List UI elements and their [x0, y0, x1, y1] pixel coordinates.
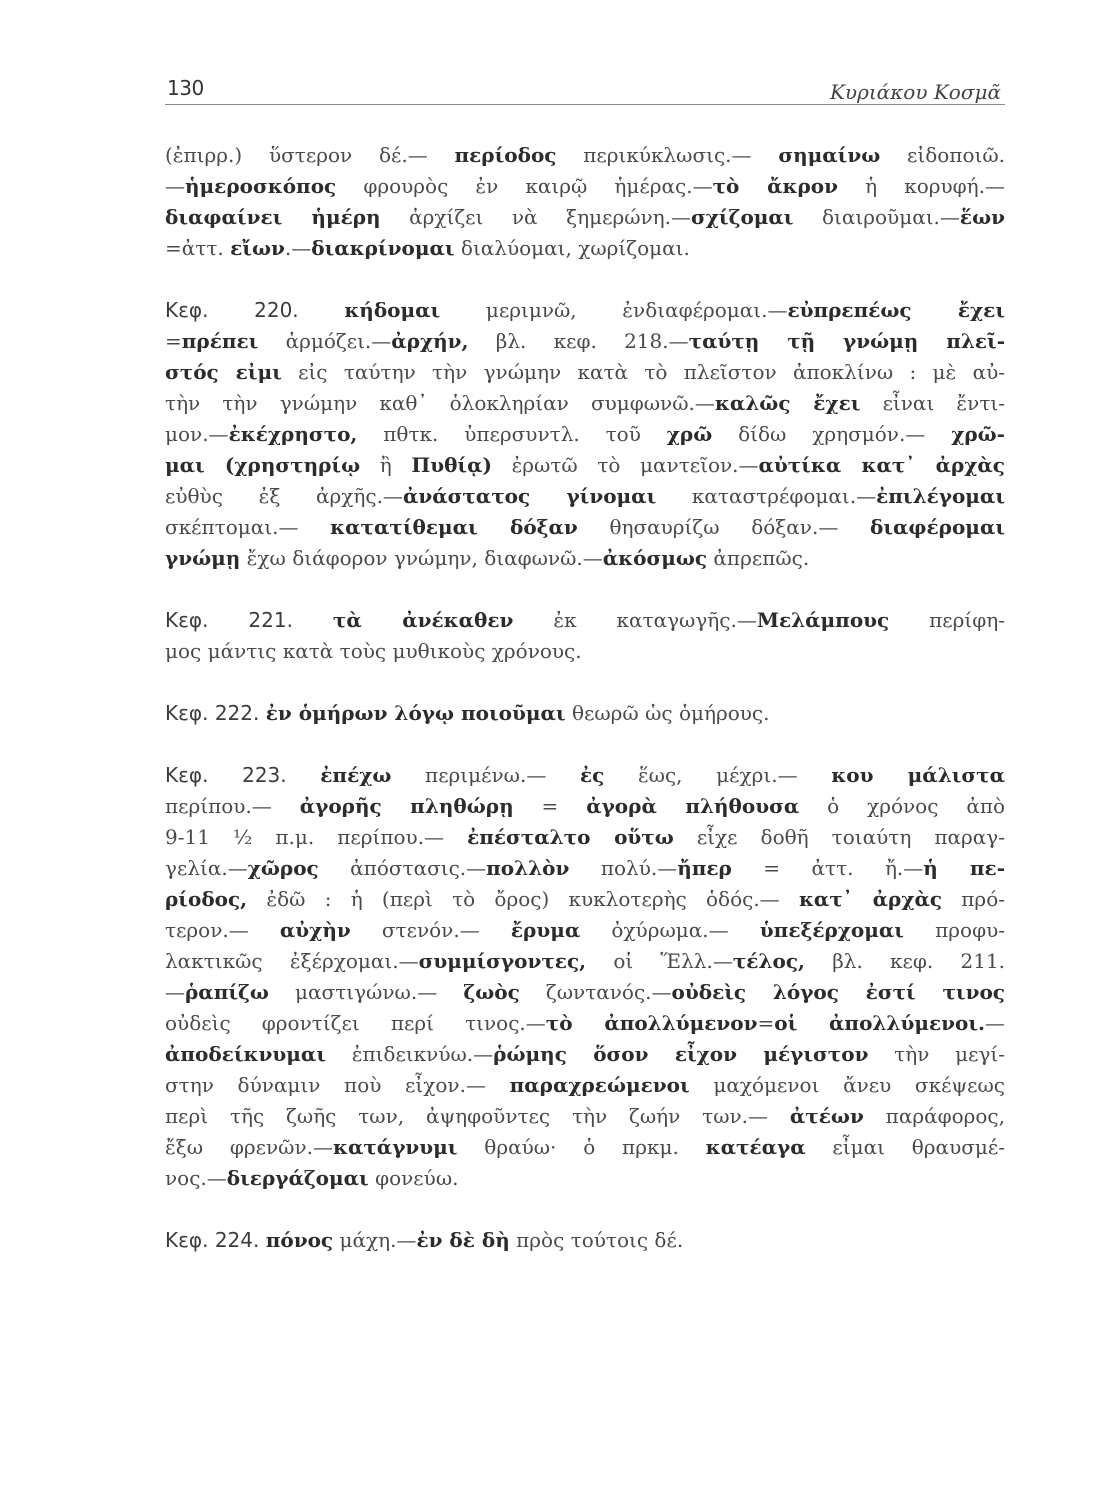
text-line: περίπου.— ἀγορῆς πληθώρῃ = ἀγορὰ πλήθουσα ὁ χρόνος ἀπὸ	[165, 794, 1006, 818]
text-line: Κεφ. 221. τὰ ἀνέκαθεν ἐκ καταγωγῆς.—Μελάμπους περίφη-	[165, 608, 1005, 632]
text-line: Κεφ. 223. ἐπέχω περιμένω.— ἐς ἕως, μέχρι.— κου μάλιστα	[165, 763, 1005, 787]
glossary-paragraph-p221	[165, 605, 1005, 667]
text-line: στός εἰμι εἰς ταύτην τὴν γνώμην κατὰ τὸ πλεῖστον ἀποκλίνω : μὲ αὐ-	[165, 360, 1005, 384]
page-number: 130	[167, 76, 204, 100]
page-body	[165, 140, 1005, 1287]
text-line: ἔξω φρενῶν.—κατάγνυμι θραύω· ὁ πρκμ. κατέαγα εἶμαι θραυσμέ-	[165, 1135, 1005, 1159]
text-line: γνώμῃ ἔχω διάφορον γνώμην, διαφωνῶ.—ἀκόσμως ἀπρεπῶς.	[165, 546, 810, 570]
text-line: Κεφ. 222. ἐν ὁμήρων λόγῳ ποιοῦμαι θεωρῶ ὡς ὁμήρους.	[165, 701, 770, 725]
text-line: —ῥαπίζω μαστιγώνω.— ζωὸς ζωντανός.—οὐδεὶς λόγος ἐστί τινος	[165, 980, 1005, 1004]
glossary-paragraph-p220	[165, 295, 1005, 574]
running-head: Κυριάκου Κοσμᾶ	[829, 80, 1001, 104]
text-line: περὶ τῆς ζωῆς των, ἀψηφοῦντες τὴν ζωήν των.— ἀτέων παράφορος,	[165, 1104, 1005, 1128]
text-line: τὴν τὴν γνώμην καθ᾽ ὁλοκληρίαν συμφωνῶ.—καλῶς ἔχει εἶναι ἔντι-	[165, 391, 1005, 415]
text-line: ἀποδείκνυμαι ἐπιδεικνύω.—ῥώμης ὅσον εἶχον μέγιστον τὴν μεγί-	[165, 1042, 1005, 1066]
glossary-paragraph-p0	[165, 140, 1005, 264]
text-line: =ἀττ. εἴων.—διακρίνομαι διαλύομαι, χωρίζομαι.	[165, 236, 690, 260]
text-line: τερον.— αὐχὴν στενόν.— ἔρυμα ὀχύρωμα.— ὑπεξέρχομαι προφυ-	[165, 918, 1005, 942]
text-line: λακτικῶς ἐξέρχομαι.—συμμίσγοντες, οἱ Ἕλλ.—τέλος, βλ. κεφ. 211.	[165, 949, 1006, 973]
text-line: διαφαίνει ἡμέρη ἀρχίζει νὰ ξημερώνη.—σχίζομαι διαιροῦμαι.—ἕων	[165, 205, 1005, 229]
glossary-paragraph-p222	[165, 698, 1005, 729]
text-line: οὐδεὶς φροντίζει περί τινος.—τὸ ἀπολλύμενον=οἱ ἀπολλύμενοι.—	[165, 1011, 1005, 1035]
text-line: (ἐπιρρ.) ὕστερον δέ.— περίοδος περικύκλωσις.— σημαίνω εἰδοποιῶ.	[165, 143, 1006, 167]
page-header	[165, 70, 1005, 105]
text-line: μον.—ἐκέχρηστο, πθτκ. ὑπερσυντλ. τοῦ χρῶ δίδω χρησμόν.— χρῶ-	[165, 422, 1005, 446]
text-line: —ἡμεροσκόπος φρουρὸς ἐν καιρῷ ἡμέρας.—τὸ ἄκρον ἡ κορυφή.—	[165, 174, 1005, 198]
text-line: Κεφ. 220. κήδομαι μεριμνῶ, ἐνδιαφέρομαι.—εὐπρεπέως ἔχει	[165, 298, 1005, 322]
text-line: μος μάντις κατὰ τοὺς μυθικοὺς χρόνους.	[165, 639, 582, 663]
text-line: μαι (χρηστηρίῳ ἢ Πυθίᾳ) ἐρωτῶ τὸ μαντεῖον.—αὐτίκα κατ᾽ ἀρχὰς	[165, 453, 1005, 477]
text-line: Κεφ. 224. πόνος μάχη.—ἐν δὲ δὴ πρὸς τούτοις δέ.	[165, 1228, 684, 1252]
text-line: νος.—διεργάζομαι φονεύω.	[165, 1166, 459, 1190]
text-line: γελία.—χῶρος ἀπόστασις.—πολλὸν πολύ.—ἤπερ = ἀττ. ἤ.—ἡ πε-	[165, 856, 1005, 880]
glossary-paragraph-p224	[165, 1225, 1005, 1256]
text-line: στην δύναμιν ποὺ εἶχον.— παραχρεώμενοι μαχόμενοι ἄνευ σκέψεως	[165, 1073, 1006, 1097]
text-line: =πρέπει ἁρμόζει.—ἀρχήν, βλ. κεφ. 218.—ταύτῃ τῇ γνώμῃ πλεῖ-	[165, 329, 1006, 353]
glossary-paragraph-p223	[165, 760, 1005, 1194]
text-line: ρίοδος, ἐδῶ : ἡ (περὶ τὸ ὄρος) κυκλοτερὴς ὁδός.— κατ᾽ ἀρχὰς πρό-	[165, 887, 1005, 911]
text-line: εὐθὺς ἐξ ἀρχῆς.—ἀνάστατος γίνομαι καταστρέφομαι.—ἐπιλέγομαι	[165, 484, 1005, 508]
text-line: σκέπτομαι.— κατατίθεμαι δόξαν θησαυρίζω δόξαν.— διαφέρομαι	[165, 515, 1006, 539]
text-line: 9-11 ½ π.μ. περίπου.— ἐπέσταλτο οὕτω εἶχε δοθῆ τοιαύτη παραγ-	[165, 825, 1005, 849]
